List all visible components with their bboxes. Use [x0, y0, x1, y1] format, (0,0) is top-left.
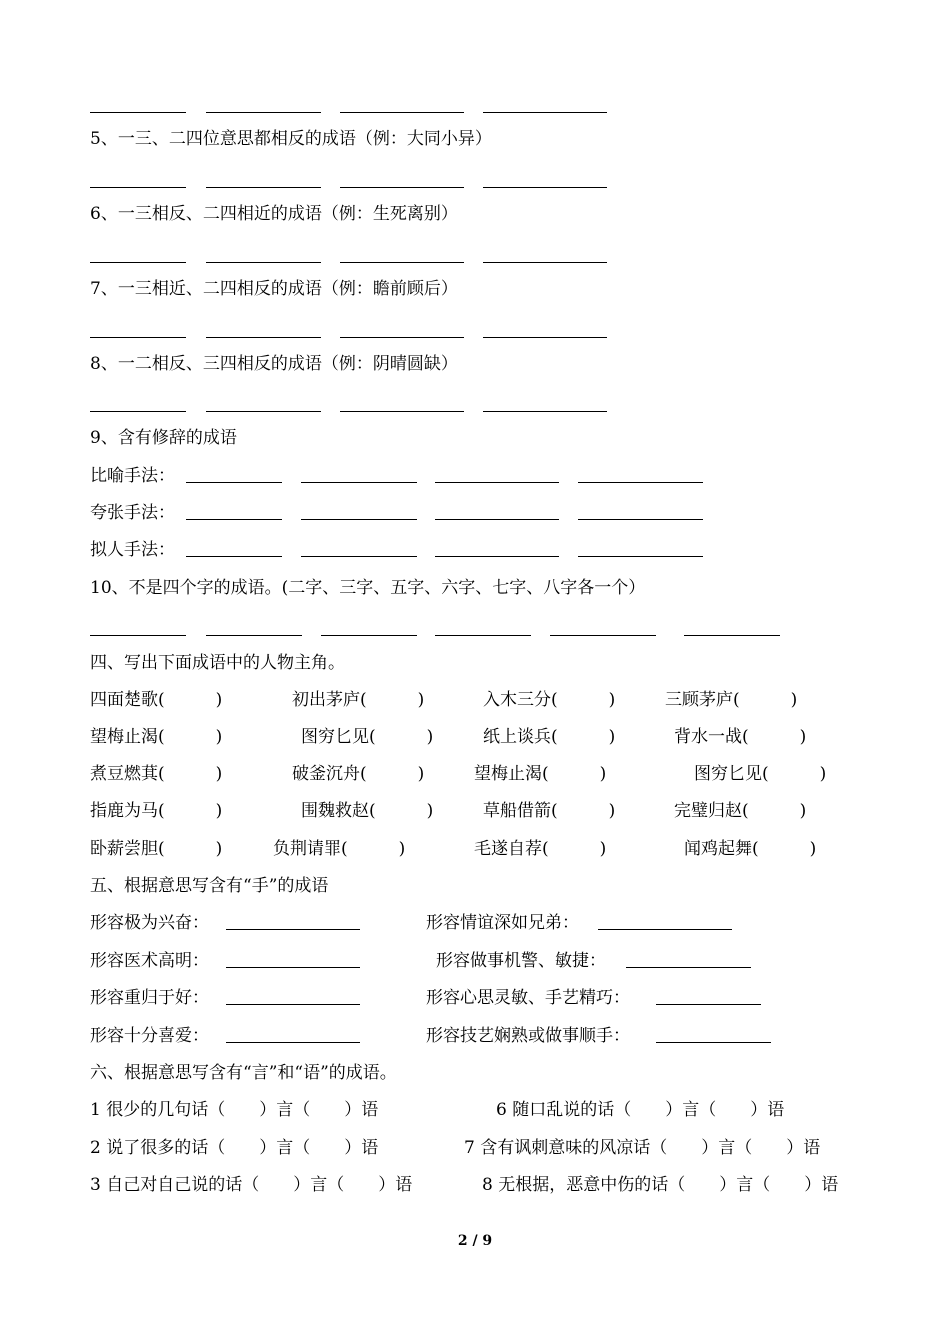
speech-idiom-row — [90, 1098, 890, 1122]
hand-idiom-right-label: 形容心思灵敏、手艺精巧： — [426, 988, 630, 1008]
idiom-item: 毛遂自荐( ) — [474, 839, 607, 859]
answer-blank[interactable] — [226, 949, 360, 968]
answer-blank[interactable] — [483, 320, 607, 338]
speech-idiom-row — [90, 1173, 890, 1197]
answer-blank[interactable] — [578, 464, 703, 483]
idiom-item: 望梅止渴( ) — [474, 764, 607, 784]
answer-blanks-q8 — [90, 394, 890, 414]
speech-idiom-right: 8 无根据，恶意中伤的话（ ）言（ ）语 — [482, 1175, 839, 1195]
idiom-item: 图穷匕见( ) — [301, 727, 434, 747]
idiom-row — [90, 725, 890, 749]
hand-idiom-left-label: 形容重归于好： — [90, 988, 209, 1008]
hand-idiom-right-label: 形容做事机警、敏捷： — [436, 951, 606, 971]
idiom-item: 纸上谈兵( ) — [483, 727, 616, 747]
answer-blank[interactable] — [656, 1024, 771, 1043]
answer-blank[interactable] — [186, 464, 282, 483]
page-number: 2 / 9 — [457, 1233, 493, 1249]
q9-personification-label: 拟人手法： — [90, 540, 175, 560]
answer-blank[interactable] — [340, 170, 464, 188]
idiom-item: 指鹿为马( ) — [90, 801, 223, 821]
answer-blank[interactable] — [435, 501, 559, 520]
answer-blank[interactable] — [206, 320, 321, 338]
hand-idiom-left-label: 形容医术高明： — [90, 951, 209, 971]
answer-blank[interactable] — [90, 245, 186, 263]
answer-blank[interactable] — [483, 95, 607, 113]
answer-blank[interactable] — [186, 538, 282, 557]
q9-metaphor-row — [90, 464, 890, 488]
idiom-item: 图穷匕见( ) — [694, 764, 827, 784]
answer-blanks-q7 — [90, 320, 890, 340]
hand-idiom-left-label: 形容十分喜爱： — [90, 1026, 209, 1046]
answer-blanks-q5 — [90, 170, 890, 190]
answer-blank[interactable] — [340, 394, 464, 412]
speech-idiom-right: 6 随口乱说的话（ ）言（ ）语 — [496, 1100, 785, 1120]
speech-idiom-left: 3 自己对自己说的话（ ）言（ ）语 — [90, 1175, 413, 1195]
answer-blank[interactable] — [226, 986, 360, 1005]
answer-blank[interactable] — [435, 464, 559, 483]
idiom-item: 完璧归赵( ) — [674, 801, 807, 821]
answer-blank[interactable] — [483, 170, 607, 188]
answer-blank[interactable] — [206, 245, 321, 263]
section-6-title: 六、根据意思写含有“言”和“语”的成语。 — [90, 1063, 397, 1083]
answer-blank[interactable] — [483, 394, 607, 412]
answer-blank[interactable] — [206, 394, 321, 412]
idiom-item: 三顾茅庐( ) — [665, 690, 798, 710]
idiom-item: 入木三分( ) — [483, 690, 616, 710]
section-4-title: 四、写出下面成语中的人物主角。 — [90, 653, 345, 673]
idiom-item: 望梅止渴( ) — [90, 727, 223, 747]
idiom-item: 围魏救赵( ) — [301, 801, 434, 821]
answer-blank[interactable] — [578, 501, 703, 520]
answer-blank[interactable] — [206, 170, 321, 188]
answer-blank[interactable] — [186, 501, 282, 520]
idiom-row — [90, 688, 890, 712]
answer-blank[interactable] — [550, 618, 656, 636]
answer-blanks-q6 — [90, 245, 890, 265]
answer-blank[interactable] — [226, 1024, 360, 1043]
answer-blank[interactable] — [90, 170, 186, 188]
idiom-item: 卧薪尝胆( ) — [90, 839, 223, 859]
question-8: 8、一二相反、三四相反的成语（例：阴晴圆缺） — [90, 354, 458, 374]
hand-idiom-left-label: 形容极为兴奋： — [90, 913, 209, 933]
answer-blank[interactable] — [340, 95, 464, 113]
q9-metaphor-label: 比喻手法： — [90, 466, 175, 486]
hand-idiom-row — [90, 986, 890, 1010]
question-6: 6、一三相反、二四相近的成语（例：生死离别） — [90, 204, 458, 224]
answer-blank[interactable] — [598, 911, 732, 930]
idiom-item: 草船借箭( ) — [483, 801, 616, 821]
question-10: 10、不是四个字的成语。(二字、三字、五字、六字、七字、八字各一个） — [90, 578, 646, 598]
hand-idiom-row — [90, 911, 890, 935]
idiom-item: 四面楚歌( ) — [90, 690, 223, 710]
speech-idiom-row — [90, 1136, 890, 1160]
answer-blank[interactable] — [206, 618, 302, 636]
idiom-item: 破釜沉舟( ) — [292, 764, 425, 784]
answer-blank[interactable] — [684, 618, 780, 636]
answer-blank[interactable] — [301, 501, 417, 520]
answer-blank[interactable] — [435, 618, 531, 636]
answer-blank[interactable] — [301, 464, 417, 483]
answer-blanks-q4 — [90, 95, 890, 115]
answer-blank[interactable] — [90, 95, 186, 113]
answer-blank[interactable] — [483, 245, 607, 263]
hand-idiom-row — [90, 1024, 890, 1048]
answer-blank[interactable] — [226, 911, 360, 930]
question-7: 7、一三相近、二四相反的成语（例：瞻前顾后） — [90, 279, 458, 299]
idiom-item: 负荆请罪( ) — [273, 839, 406, 859]
answer-blank[interactable] — [626, 949, 751, 968]
q9-exaggeration-label: 夸张手法： — [90, 503, 175, 523]
hand-idiom-right-label: 形容技艺娴熟或做事顺手： — [426, 1026, 630, 1046]
speech-idiom-left: 1 很少的几句话（ ）言（ ）语 — [90, 1100, 379, 1120]
q9-exaggeration-row — [90, 501, 890, 525]
hand-idiom-right-label: 形容情谊深如兄弟： — [426, 913, 579, 933]
answer-blank[interactable] — [90, 394, 186, 412]
answer-blank[interactable] — [301, 538, 417, 557]
question-9: 9、含有修辞的成语 — [90, 428, 237, 448]
answer-blank[interactable] — [340, 320, 464, 338]
speech-idiom-left: 2 说了很多的话（ ）言（ ）语 — [90, 1138, 379, 1158]
idiom-item: 初出茅庐( ) — [292, 690, 425, 710]
answer-blank[interactable] — [578, 538, 703, 557]
question-5: 5、一三、二四位意思都相反的成语（例：大同小异） — [90, 129, 492, 149]
answer-blank[interactable] — [206, 95, 321, 113]
section-5-title: 五、根据意思写含有“手”的成语 — [90, 876, 329, 896]
answer-blank[interactable] — [435, 538, 559, 557]
idiom-item: 闻鸡起舞( ) — [684, 839, 817, 859]
speech-idiom-right: 7 含有讽刺意味的风凉话（ ）言（ ）语 — [464, 1138, 821, 1158]
hand-idiom-row — [90, 949, 890, 973]
idiom-row — [90, 837, 890, 861]
answer-blank[interactable] — [656, 986, 761, 1005]
idiom-item: 背水一战( ) — [674, 727, 807, 747]
answer-blank[interactable] — [340, 245, 464, 263]
answer-blank[interactable] — [321, 618, 417, 636]
idiom-item: 煮豆燃萁( ) — [90, 764, 223, 784]
answer-blanks-q10 — [90, 618, 890, 638]
idiom-row — [90, 799, 890, 823]
answer-blank[interactable] — [90, 618, 186, 636]
idiom-row — [90, 762, 890, 786]
q9-personification-row — [90, 538, 890, 562]
answer-blank[interactable] — [90, 320, 186, 338]
